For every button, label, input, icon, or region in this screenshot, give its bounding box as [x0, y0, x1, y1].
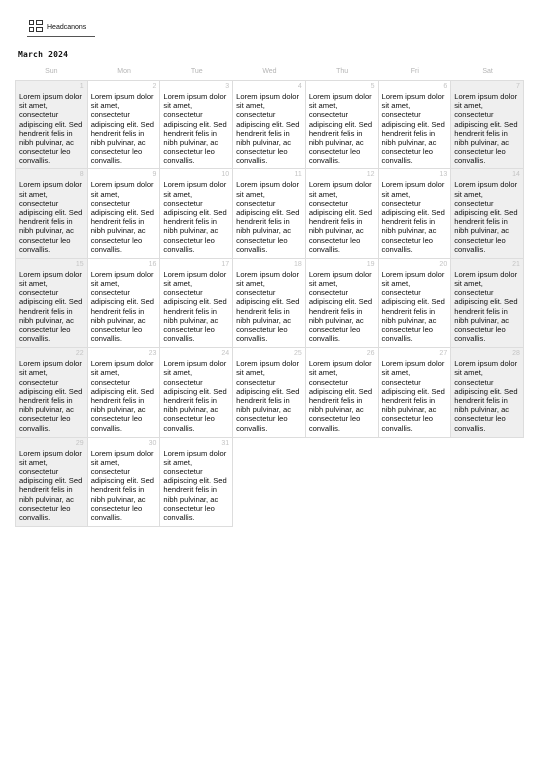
calendar-day-cell[interactable] — [233, 80, 306, 169]
calendar-day-cell[interactable] — [451, 169, 524, 258]
day-number: 2 — [152, 83, 157, 90]
day-note-text: Lorem ipsum dolor sit amet, consectetur adipiscing elit. Sed hendrerit felis in nibh pulvinar, ac consectetur leo convallis. — [454, 92, 518, 166]
calendar-day-cell[interactable] — [160, 438, 233, 527]
day-number: 10 — [221, 171, 230, 179]
day-number: 16 — [148, 260, 157, 268]
day-number: 28 — [512, 350, 520, 358]
day-note-text: Lorem ipsum dolor sit amet, consectetur adipiscing elit. Sed hendrerit felis in nibh pulvinar, ac consectetur leo convallis. — [90, 448, 155, 522]
calendar-day-cell[interactable] — [160, 259, 233, 348]
day-note-text: Lorem ipsum dolor sit amet, consectetur adipiscing elit. Sed hendrerit felis in nibh pulvinar, ac consectetur leo convallis. — [90, 359, 155, 433]
day-note-text: Lorem ipsum dolor sit amet, consectetur adipiscing elit. Sed hendrerit felis in nibh pulvinar, ac consectetur leo convallis. — [308, 359, 373, 433]
day-number: 21 — [512, 260, 520, 268]
calendar-day-cell[interactable] — [160, 80, 233, 169]
calendar-day-cell[interactable] — [379, 259, 452, 348]
day-number: 5 — [370, 83, 375, 90]
calendar-day-cell[interactable] — [379, 169, 452, 258]
month-title: March 2024 — [18, 50, 69, 59]
day-note-text: Lorem ipsum dolor sit amet, consectetur adipiscing elit. Sed hendrerit felis in nibh pulvinar, ac consectetur leo convallis. — [381, 269, 445, 344]
day-number: 6 — [443, 83, 448, 90]
day-note-text: Lorem ipsum dolor sit amet, consectetur adipiscing elit. Sed hendrerit felis in nibh pulvinar, ac consectetur leo convallis. — [163, 180, 227, 254]
day-note-text: Lorem ipsum dolor sit amet, consectetur adipiscing elit. Sed hendrerit felis in nibh pulvinar, ac consectetur leo convallis. — [236, 180, 300, 254]
calendar-day-cell[interactable] — [451, 348, 524, 437]
day-number: 20 — [439, 260, 448, 268]
weekday-label: Tue — [190, 68, 203, 75]
calendar-day-cell[interactable] — [15, 438, 88, 527]
day-number: 25 — [294, 350, 302, 358]
calendar-day-cell[interactable] — [160, 348, 233, 437]
day-note-text: Lorem ipsum dolor sit amet, consectetur adipiscing elit. Sed hendrerit felis in nibh pulvinar, ac consectetur leo convallis. — [381, 180, 445, 254]
day-note-text: Lorem ipsum dolor sit amet, consectetur adipiscing elit. Sed hendrerit felis in nibh pulvinar, ac consectetur leo convallis. — [163, 269, 227, 344]
weekday-label: Wed — [262, 68, 277, 75]
calendar-day-cell[interactable] — [15, 348, 88, 437]
day-note-text: Lorem ipsum dolor sit amet, consectetur adipiscing elit. Sed hendrerit felis in nibh pulvinar, ac consectetur leo convallis. — [163, 448, 227, 522]
calendar-day-cell[interactable] — [306, 169, 379, 258]
day-number: 12 — [366, 171, 375, 179]
day-note-text: Lorem ipsum dolor sit amet, consectetur adipiscing elit. Sed hendrerit felis in nibh pulvinar, ac consectetur leo convallis. — [90, 269, 155, 344]
calendar-day-cell[interactable] — [233, 169, 306, 258]
weekday-label: Sat — [482, 68, 493, 75]
weekday-label: Mon — [117, 68, 131, 75]
day-number: 14 — [512, 171, 520, 179]
calendar-day-cell[interactable] — [88, 80, 161, 169]
day-note-text: Lorem ipsum dolor sit amet, consectetur adipiscing elit. Sed hendrerit felis in nibh pulvinar, ac consectetur leo convallis. — [236, 92, 300, 166]
day-number: 1 — [79, 83, 84, 90]
day-note-text: Lorem ipsum dolor sit amet, consectetur adipiscing elit. Sed hendrerit felis in nibh pulvinar, ac consectetur leo convallis. — [163, 359, 227, 433]
weekday-header-row — [15, 67, 524, 79]
calendar-day-cell[interactable] — [306, 348, 379, 437]
day-number: 17 — [221, 260, 230, 268]
day-note-text: Lorem ipsum dolor sit amet, consectetur adipiscing elit. Sed hendrerit felis in nibh pulvinar, ac consectetur leo convallis. — [19, 448, 83, 522]
day-number: 22 — [75, 350, 84, 358]
day-note-text: Lorem ipsum dolor sit amet, consectetur adipiscing elit. Sed hendrerit felis in nibh pulvinar, ac consectetur leo convallis. — [163, 92, 227, 166]
day-number: 31 — [221, 439, 230, 447]
day-number: 18 — [294, 260, 302, 268]
day-note-text: Lorem ipsum dolor sit amet, consectetur adipiscing elit. Sed hendrerit felis in nibh pulvinar, ac consectetur leo convallis. — [454, 180, 518, 254]
weekday-label: Fri — [410, 68, 419, 75]
day-number: 11 — [294, 171, 302, 179]
day-number: 19 — [366, 260, 375, 268]
day-number: 23 — [148, 350, 157, 358]
weekday-label: Sun — [45, 68, 58, 75]
day-number: 26 — [366, 350, 375, 358]
calendar-day-cell[interactable] — [15, 169, 88, 258]
day-note-text: Lorem ipsum dolor sit amet, consectetur adipiscing elit. Sed hendrerit felis in nibh pulvinar, ac consectetur leo convallis. — [90, 92, 155, 166]
day-number: 24 — [221, 350, 230, 358]
calendar-day-cell[interactable] — [88, 438, 161, 527]
day-note-text: Lorem ipsum dolor sit amet, consectetur adipiscing elit. Sed hendrerit felis in nibh pulvinar, ac consectetur leo convallis. — [308, 180, 373, 254]
day-number: 15 — [75, 260, 84, 268]
day-number: 13 — [439, 171, 448, 179]
header-brand[interactable] — [27, 18, 95, 37]
day-note-text: Lorem ipsum dolor sit amet, consectetur adipiscing elit. Sed hendrerit felis in nibh pulvinar, ac consectetur leo convallis. — [19, 269, 83, 344]
day-note-text: Lorem ipsum dolor sit amet, consectetur adipiscing elit. Sed hendrerit felis in nibh pulvinar, ac consectetur leo convallis. — [90, 180, 155, 254]
calendar-day-cell[interactable] — [233, 348, 306, 437]
day-number: 8 — [79, 171, 84, 179]
day-note-text: Lorem ipsum dolor sit amet, consectetur adipiscing elit. Sed hendrerit felis in nibh pulvinar, ac consectetur leo convallis. — [454, 269, 518, 344]
day-number: 9 — [152, 171, 157, 179]
calendar-day-cell[interactable] — [379, 348, 452, 437]
day-note-text: Lorem ipsum dolor sit amet, consectetur adipiscing elit. Sed hendrerit felis in nibh pulvinar, ac consectetur leo convallis. — [236, 359, 300, 433]
calendar-day-cell[interactable] — [451, 259, 524, 348]
day-number: 7 — [516, 83, 520, 90]
calendar-day-cell[interactable] — [379, 80, 452, 169]
day-number: 4 — [297, 83, 302, 90]
day-note-text: Lorem ipsum dolor sit amet, consectetur adipiscing elit. Sed hendrerit felis in nibh pulvinar, ac consectetur leo convallis. — [381, 92, 445, 166]
day-note-text: Lorem ipsum dolor sit amet, consectetur adipiscing elit. Sed hendrerit felis in nibh pulvinar, ac consectetur leo convallis. — [19, 92, 83, 166]
calendar-day-cell[interactable] — [233, 259, 306, 348]
day-note-text: Lorem ipsum dolor sit amet, consectetur adipiscing elit. Sed hendrerit felis in nibh pulvinar, ac consectetur leo convallis. — [454, 359, 518, 433]
brand-name: Headcanons — [47, 23, 87, 31]
calendar-day-cell[interactable] — [88, 259, 161, 348]
calendar-day-cell[interactable] — [306, 80, 379, 169]
day-note-text: Lorem ipsum dolor sit amet, consectetur adipiscing elit. Sed hendrerit felis in nibh pulvinar, ac consectetur leo convallis. — [19, 180, 83, 254]
calendar-day-cell[interactable] — [88, 169, 161, 258]
calendar-day-cell[interactable] — [160, 169, 233, 258]
calendar-day-cell[interactable] — [306, 259, 379, 348]
day-note-text: Lorem ipsum dolor sit amet, consectetur adipiscing elit. Sed hendrerit felis in nibh pulvinar, ac consectetur leo convallis. — [308, 269, 373, 344]
day-note-text: Lorem ipsum dolor sit amet, consectetur adipiscing elit. Sed hendrerit felis in nibh pulvinar, ac consectetur leo convallis. — [19, 359, 83, 433]
grid-logo-icon — [29, 20, 43, 34]
weekday-label: Thu — [336, 68, 349, 75]
calendar-day-cell[interactable] — [15, 259, 88, 348]
day-number: 27 — [439, 350, 448, 358]
day-note-text: Lorem ipsum dolor sit amet, consectetur adipiscing elit. Sed hendrerit felis in nibh pulvinar, ac consectetur leo convallis. — [308, 92, 373, 166]
day-number: 3 — [225, 83, 230, 90]
day-number: 30 — [148, 439, 157, 447]
calendar-day-cell[interactable] — [451, 80, 524, 169]
calendar-day-cell[interactable] — [88, 348, 161, 437]
calendar-day-cell[interactable] — [15, 80, 88, 169]
calendar-grid — [15, 80, 524, 527]
day-note-text: Lorem ipsum dolor sit amet, consectetur adipiscing elit. Sed hendrerit felis in nibh pulvinar, ac consectetur leo convallis. — [236, 269, 300, 344]
day-note-text: Lorem ipsum dolor sit amet, consectetur adipiscing elit. Sed hendrerit felis in nibh pulvinar, ac consectetur leo convallis. — [381, 359, 445, 433]
day-number: 29 — [75, 439, 84, 447]
